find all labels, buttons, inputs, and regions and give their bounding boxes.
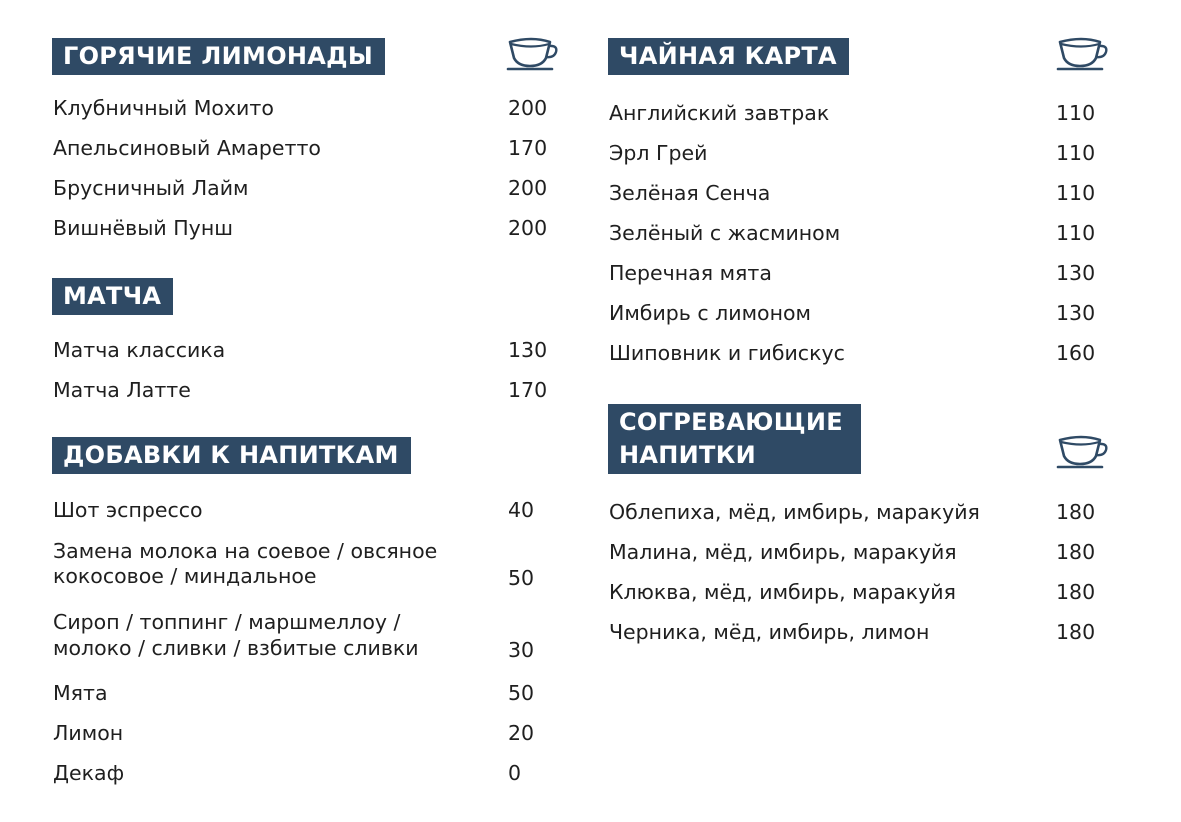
menu-item-name-line: кокосовое / миндальное — [53, 564, 317, 588]
menu-item-price: 110 — [1056, 181, 1096, 205]
menu-item-name: Эрл Грей — [609, 141, 708, 165]
menu-item-price: 40 — [508, 498, 535, 522]
menu-item-name: Матча Латте — [53, 378, 191, 402]
menu-item-price: 200 — [508, 176, 548, 200]
menu-item-name: Брусничный Лайм — [53, 176, 249, 200]
menu-item-name-line: Сироп / топпинг / маршмеллоу / — [53, 610, 401, 634]
menu-item-name: Перечная мята — [609, 261, 772, 285]
menu-item-price: 110 — [1056, 221, 1096, 245]
menu-item-name: Имбирь с лимоном — [609, 301, 812, 325]
section-title-warming-drinks — [608, 404, 861, 474]
section-title-hot-lemonades: ГОРЯЧИЕ ЛИМОНАДЫ — [52, 38, 385, 75]
menu-item-price: 50 — [508, 566, 535, 590]
menu-item-price: 200 — [508, 96, 548, 120]
menu-item-price: 50 — [508, 681, 535, 705]
menu-item-name: Апельсиновый Амаретто — [53, 136, 321, 160]
menu-item-name-line: молоко / сливки / взбитые сливки — [53, 636, 419, 660]
menu-item-price: 130 — [508, 338, 548, 362]
menu-item-name: Мята — [53, 681, 108, 705]
menu-item-name: Вишнёвый Пунш — [53, 216, 233, 240]
section-title-additions: ДОБАВКИ К НАПИТКАМ — [52, 437, 411, 474]
menu-item-price: 160 — [1056, 341, 1096, 365]
menu-item-price: 130 — [1056, 301, 1096, 325]
menu-item-name: Клюква, мёд, имбирь, маракуйя — [609, 580, 956, 604]
menu-item-price: 180 — [1056, 620, 1096, 644]
menu-item-name: Шот эспрессо — [53, 498, 203, 522]
menu-item-name: Клубничный Мохито — [53, 96, 274, 120]
section-title-matcha: МАТЧА — [52, 278, 173, 315]
menu-item-price: 180 — [1056, 580, 1096, 604]
menu-item-name: Английский завтрак — [609, 101, 830, 125]
menu-item-name-line: Замена молока на соевое / овсяное — [53, 539, 438, 563]
menu-item-price: 20 — [508, 721, 535, 745]
section-title-line: СОГРЕВАЮЩИЕ — [619, 408, 843, 436]
menu-item-price: 110 — [1056, 101, 1096, 125]
menu-item-price: 180 — [1056, 540, 1096, 564]
teacup-icon — [1056, 430, 1108, 470]
teacup-icon — [1056, 32, 1108, 72]
menu-item-price: 130 — [1056, 261, 1096, 285]
menu-item-price: 170 — [508, 378, 548, 402]
menu-item-name: Черника, мёд, имбирь, лимон — [609, 620, 930, 644]
menu-item-name: Зелёный с жасмином — [609, 221, 841, 245]
menu-item-name: Малина, мёд, имбирь, маракуйя — [609, 540, 957, 564]
menu-item-price: 110 — [1056, 141, 1096, 165]
menu-item-name: Декаф — [53, 761, 125, 785]
section-title-line: НАПИТКИ — [619, 441, 757, 469]
menu-item-price: 0 — [508, 761, 522, 785]
teacup-icon — [506, 32, 558, 72]
menu-item-price: 180 — [1056, 500, 1096, 524]
section-title-tea-menu: ЧАЙНАЯ КАРТА — [608, 38, 849, 75]
menu-item-name: Шиповник и гибискус — [609, 341, 845, 365]
menu-item-price: 30 — [508, 638, 535, 662]
menu-item-name: Матча классика — [53, 338, 226, 362]
menu-item-name: Зелёная Сенча — [609, 181, 771, 205]
menu-item-name: Лимон — [53, 721, 124, 745]
menu-item-name: Облепиха, мёд, имбирь, маракуйя — [609, 500, 980, 524]
menu-item-price: 170 — [508, 136, 548, 160]
menu-item-price: 200 — [508, 216, 548, 240]
